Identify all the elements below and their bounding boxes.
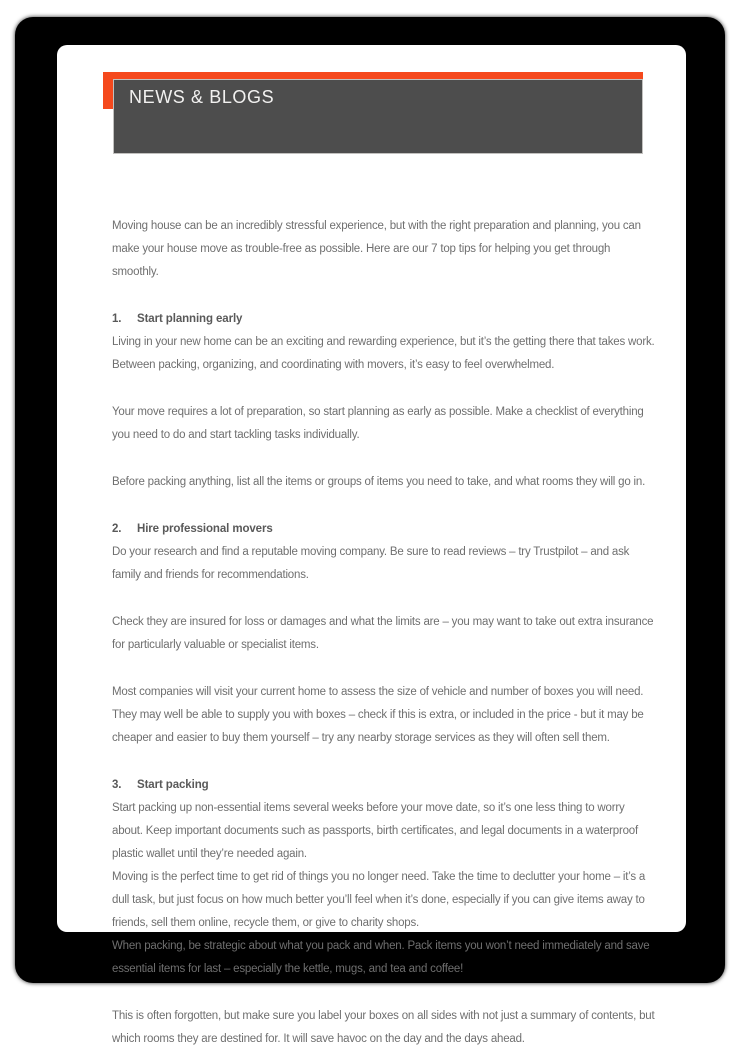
paragraph: Do your research and find a reputable moving company. Be sure to read reviews – try Trustpilot – and ask family and friends for recommendations. bbox=[112, 546, 630, 581]
paragraph: This is often forgotten, but make sure you label your boxes on all sides with not just a summary of contents, but which rooms they are destined for. It will save havoc on the day and the days ahead. bbox=[112, 1010, 655, 1045]
paragraph: Living in your new home can be an exciting and rewarding experience, but it’s the getting there that takes work. Between packing, organizing, and coordinating with movers, it’s easy to feel overwhelmed. bbox=[112, 336, 655, 371]
section-heading-3 bbox=[112, 774, 658, 797]
section-heading-1 bbox=[112, 308, 658, 331]
banner-title: NEWS & BLOGS bbox=[129, 87, 275, 107]
paragraph: Most companies will visit your current home to assess the size of vehicle and number of boxes you will need. They may well be able to supply you with boxes – check if this is extra, or included in the price - but it may be cheaper and easier to buy them yourself – try any nearby storage services as they will often sell them. bbox=[112, 686, 644, 744]
section-title: Start packing bbox=[137, 779, 209, 791]
document-page bbox=[57, 45, 686, 1045]
section-title: Hire professional movers bbox=[137, 523, 273, 535]
paragraph: When packing, be strategic about what you pack and when. Pack items you won’t need immediately and save essential items for last – especially the kettle, mugs, and tea and coffee! bbox=[112, 940, 650, 975]
section-title: Start planning early bbox=[137, 313, 243, 325]
section-heading-2 bbox=[112, 518, 658, 541]
paragraph: Start packing up non-essential items several weeks before your move date, so it’s one less thing to worry about. Keep important documents such as passports, birth certificates, and legal documents in a waterproof plastic wallet until they’re needed again. bbox=[112, 802, 638, 860]
section-number: 2. bbox=[112, 523, 122, 535]
paragraph: Moving is the perfect time to get rid of things you no longer need. Take the time to declutter your home – it’s a dull task, but just focus on how much better you’ll feel when it’s done, especially if you can give items away to friends, sell them online, recycle them, or give to charity shops. bbox=[112, 871, 646, 929]
article-body bbox=[112, 215, 658, 1051]
paragraph: Check they are insured for loss or damages and what the limits are – you may want to take out extra insurance for particularly valuable or specialist items. bbox=[112, 616, 654, 651]
intro-paragraph: Moving house can be an incredibly stressful experience, but with the right preparation and planning, you can make your house move as trouble-free as possible. Here are our 7 top tips for helping you get through smoothly. bbox=[112, 220, 641, 278]
paragraph: Before packing anything, list all the items or groups of items you need to take, and what rooms they will go in. bbox=[112, 476, 646, 488]
news-blogs-banner bbox=[113, 79, 643, 154]
page-shadow bbox=[15, 17, 725, 1045]
section-number: 1. bbox=[112, 313, 122, 325]
paragraph: Your move requires a lot of preparation, so start planning as early as possible. Make a checklist of everything you need to do and start tackling tasks individually. bbox=[112, 406, 644, 441]
section-number: 3. bbox=[112, 779, 122, 791]
